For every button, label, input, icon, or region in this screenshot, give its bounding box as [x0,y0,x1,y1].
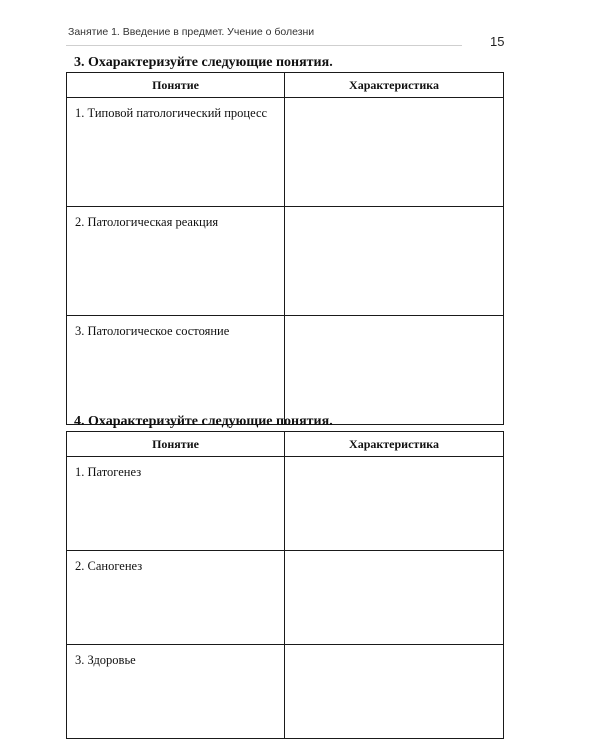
page-number: 15 [490,34,505,49]
characteristic-answer-cell[interactable] [285,551,504,645]
characteristic-answer-cell[interactable] [285,316,504,425]
table-row [67,98,504,207]
running-head: Занятие 1. Введение в предмет. Учение о болезни [68,26,315,38]
table-row [67,645,504,739]
concept-cell: 3. Патологическое состояние [67,316,285,425]
concept-cell: 2. Патологическая реакция [67,207,285,316]
concept-cell: 2. Саногенез [67,551,285,645]
task-4-heading: 4. Охарактеризуйте следующие понятия. [74,414,333,429]
table-row [67,551,504,645]
table-row [67,207,504,316]
characteristic-answer-cell[interactable] [285,207,504,316]
task-3-heading: 3. Охарактеризуйте следующие понятия. [74,55,333,70]
table-row [67,316,504,425]
concept-cell: 1. Патогенез [67,457,285,551]
table-header-row [67,73,504,98]
header-rule [66,45,462,46]
concept-cell: 3. Здоровье [67,645,285,739]
column-header-characteristic: Характеристика [285,432,504,457]
task-3-table [66,72,504,425]
characteristic-answer-cell[interactable] [285,98,504,207]
column-header-concept: Понятие [67,432,285,457]
column-header-characteristic: Характеристика [285,73,504,98]
characteristic-answer-cell[interactable] [285,645,504,739]
column-header-concept: Понятие [67,73,285,98]
table-header-row [67,432,504,457]
characteristic-answer-cell[interactable] [285,457,504,551]
task-4-table [66,431,504,739]
concept-cell: 1. Типовой патологический процесс [67,98,285,207]
table-row [67,457,504,551]
